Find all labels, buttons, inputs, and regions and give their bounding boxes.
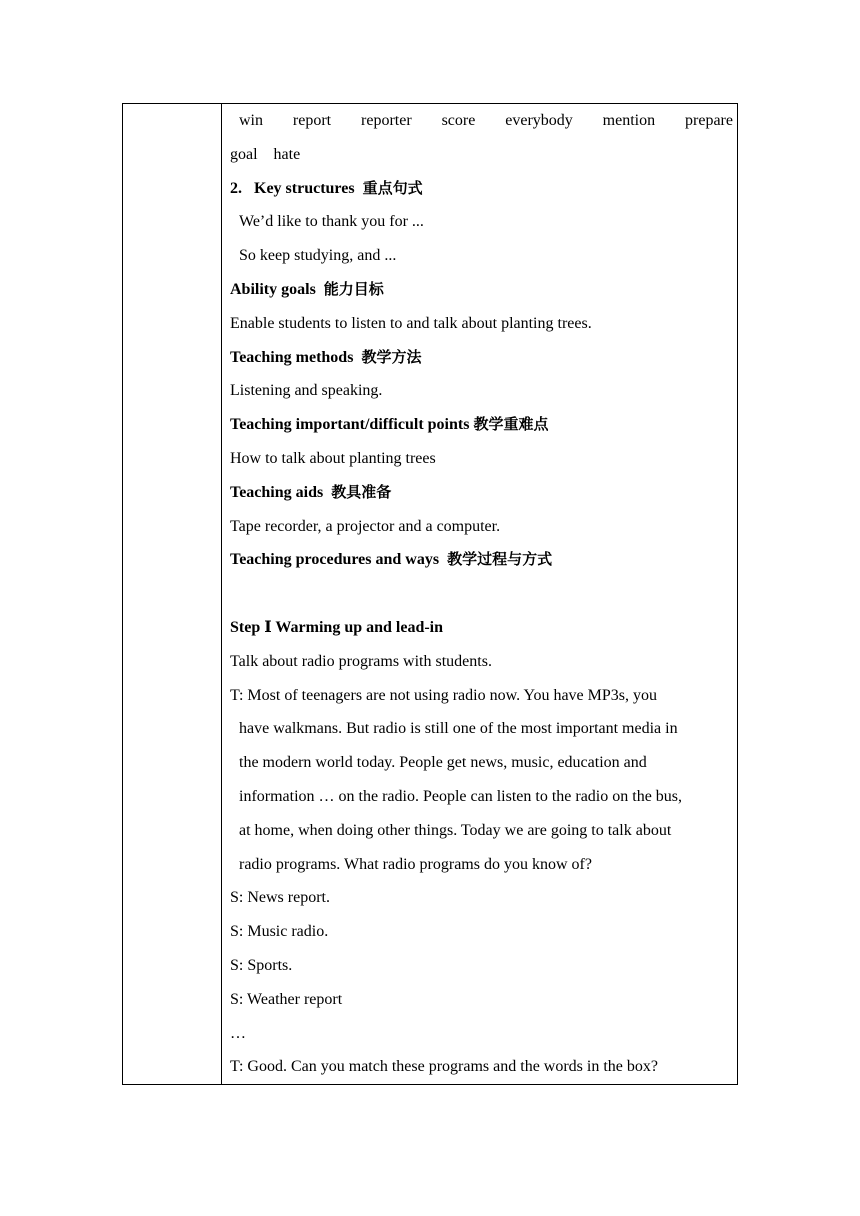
- important-points-heading: Teaching important/difficult points 教学重难点: [230, 415, 549, 434]
- ellipsis-line: …: [230, 1024, 246, 1042]
- procedures-heading: Teaching procedures and ways 教学过程与方式: [230, 550, 553, 569]
- teacher-final-line: T: Good. Can you match these programs and the words in the box?: [230, 1058, 658, 1076]
- teacher-line: information … on the radio. People can listen to the radio on the bus,: [239, 787, 683, 805]
- ability-goals-text: Enable students to listen to and talk about planting trees.: [230, 314, 592, 332]
- vocab-word: prepare: [685, 112, 733, 129]
- step-1-heading: Step Ⅰ Warming up and lead-in: [230, 618, 444, 636]
- teaching-aids-text: Tape recorder, a projector and a computer.: [230, 517, 501, 535]
- vocab-word: everybody: [505, 112, 573, 129]
- step-1-intro: Talk about radio programs with students.: [230, 652, 492, 670]
- blank-line: [230, 577, 733, 611]
- ability-goals-heading: Ability goals 能力目标: [230, 279, 384, 298]
- table-left-column: [123, 104, 222, 1084]
- vocab-word: report: [292, 112, 332, 129]
- teacher-line: radio programs. What radio programs do you know of?: [239, 855, 592, 873]
- student-line: S: Weather report: [230, 990, 343, 1008]
- key-structure-item: So keep studying, and ...: [239, 247, 397, 265]
- vocab-word: score: [441, 112, 476, 129]
- teacher-line: at home, when doing other things. Today we are going to talk about: [239, 821, 672, 839]
- vocab-word: mention: [602, 112, 656, 129]
- vocabulary-line-1: [230, 104, 733, 138]
- student-line: S: Sports.: [230, 956, 293, 974]
- teacher-line: T: Most of teenagers are not using radio now. You have MP3s, you: [230, 686, 658, 704]
- lesson-plan-table: [122, 103, 738, 1085]
- vocab-word: win: [239, 112, 263, 129]
- key-structures-heading: 2. Key structures 重点句式: [230, 178, 423, 197]
- student-line: S: News report.: [230, 889, 330, 907]
- table-content-cell: [230, 104, 733, 1084]
- vocab-word: reporter: [361, 112, 412, 129]
- teaching-methods-text: Listening and speaking.: [230, 382, 383, 400]
- important-points-text: How to talk about planting trees: [230, 449, 436, 467]
- vocabulary-line-2: goal hate: [230, 145, 301, 163]
- key-structure-item: We’d like to thank you for ...: [239, 213, 424, 231]
- teaching-aids-heading: Teaching aids 教具准备: [230, 482, 392, 501]
- teaching-methods-heading: Teaching methods 教学方法: [230, 347, 422, 366]
- teacher-line: have walkmans. But radio is still one of the most important media in: [239, 720, 678, 738]
- teacher-line: the modern world today. People get news, music, education and: [239, 754, 647, 772]
- student-line: S: Music radio.: [230, 923, 329, 941]
